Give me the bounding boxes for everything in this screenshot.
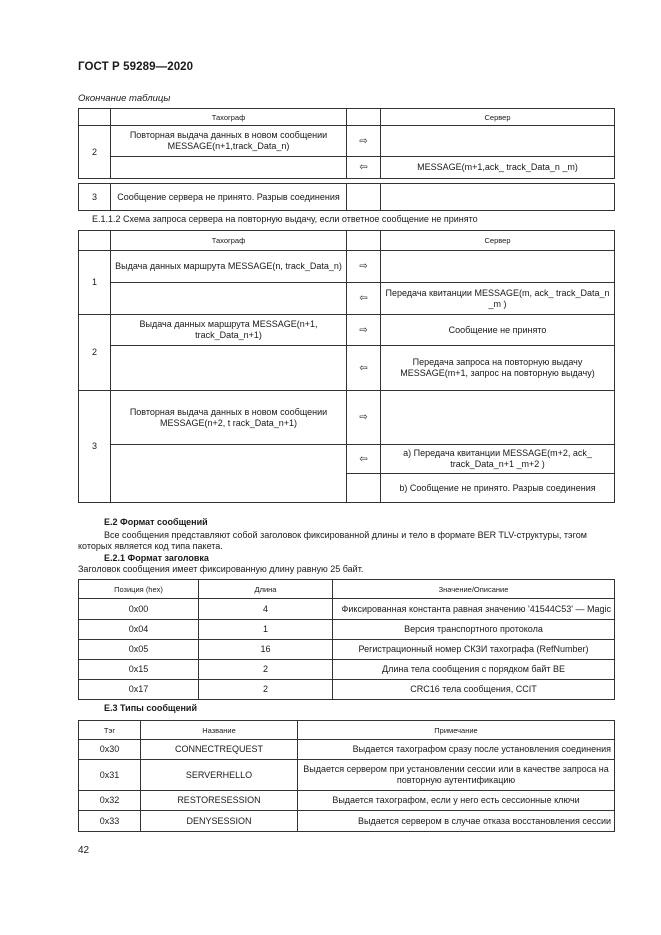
tag-cell: 0x31 [79,760,141,791]
table-row [79,251,615,283]
server-cell: Передача квитанции MESSAGE(m, ack_ track_Data_n _m ) [381,283,615,315]
table-row [79,315,615,346]
arrow-left-icon: ⇦ [347,157,381,179]
table-row [79,660,615,680]
note-cell: Выдается сервером при установлении сессии или в качестве запроса на повторную аутентификацию [298,760,615,791]
arrow-left-icon: ⇦ [347,346,381,391]
value-cell: Длина тела сообщения с порядком байт BE [333,660,615,680]
position-cell: 0x05 [79,640,199,660]
tag-cell: 0x33 [79,811,141,832]
server-cell: Передача запроса на повторную выдачу MESSAGE(m+1, запрос на повторную выдачу) [381,346,615,391]
table-row [79,791,615,811]
note-cell: Выдается тахографом, если у него есть сессионные ключи [298,791,615,811]
table-header-row [79,109,615,126]
length-cell: 2 [199,680,333,700]
note-cell: Выдается тахографом сразу после установления соединения [298,740,615,760]
page-number: 42 [78,845,90,856]
table-row [79,760,615,791]
row-number: 3 [79,184,111,211]
section-text: Заголовок сообщения имеет фиксированную длину равную 25 байт. [78,564,364,574]
message-types-table [78,720,615,832]
document-header: ГОСТ Р 59289—2020 [78,61,194,73]
tag-cell: 0x32 [79,791,141,811]
name-cell: SERVERHELLO [141,760,298,791]
row-number: 2 [79,126,111,179]
position-cell: 0x17 [79,680,199,700]
header-position: Позиция (hex) [79,580,199,599]
name-cell: RESTORESESSION [141,791,298,811]
tachograph-cell: Сообщение сервера не принято. Разрыв соединения [111,184,347,211]
position-cell: 0x15 [79,660,199,680]
row-number: 3 [79,391,111,503]
tachograph-cell: Повторная выдача данных в новом сообщении MESSAGE(n+2, t rack_Data_n+1) [111,391,347,445]
header-value: Значение/Описание [333,580,615,599]
table-row [79,445,615,474]
scheme-heading: E.1.1.2 Схема запроса сервера на повторную выдачу, если ответное сообщение не принято [92,214,478,224]
section-text: Все сообщения представляют собой заголовок фиксированной длины и тело в формате BER TLV-структуры, тэгом которых является код типа пакета. [78,530,587,551]
arrow-right-icon: ⇨ [347,251,381,283]
tag-cell: 0x30 [79,740,141,760]
table-row [79,346,615,391]
position-cell: 0x04 [79,620,199,640]
tachograph-cell: Повторная выдача данных в новом сообщении MESSAGE(n+1,track_Data_n) [111,126,347,157]
section-heading-e21: E.2.1 Формат заголовка [104,553,209,563]
table-row [79,620,615,640]
server-cell: MESSAGE(m+1,ack_ track_Data_n _m) [381,157,615,179]
server-cell: Сообщение не принято [381,315,615,346]
table-row [79,391,615,445]
arrow-left-icon: ⇦ [347,445,381,474]
arrow-right-icon: ⇨ [347,126,381,157]
section-heading-e3: E.3 Типы сообщений [104,703,197,713]
length-cell: 16 [199,640,333,660]
table-row [79,283,615,315]
table-header-row [79,721,615,740]
header-tachograph: Тахограф [111,231,347,251]
tachograph-cell: Выдача данных маршрута MESSAGE(n, track_Data_n) [111,251,347,283]
table-header-row [79,231,615,251]
note-cell: Выдается сервером в случае отказа восстановления сессии [298,811,615,832]
exchange-table-end [78,108,615,211]
table-row [79,740,615,760]
table-row [79,184,615,211]
value-cell: Фиксированная константа равная значению '41544C53' — Magic [333,599,615,620]
row-number: 2 [79,315,111,391]
section-heading-e2: E.2 Формат сообщений [104,517,208,527]
name-cell: DENYSESSION [141,811,298,832]
header-server: Сервер [381,231,615,251]
table-row [79,640,615,660]
table-caption: Окончание таблицы [78,93,171,104]
header-format-table [78,579,615,700]
header-note: Примечание [298,721,615,740]
header-name: Название [141,721,298,740]
table-row [79,126,615,157]
length-cell: 4 [199,599,333,620]
header-tachograph: Тахограф [111,109,347,126]
table-header-row [79,580,615,599]
arrow-right-icon: ⇨ [347,391,381,445]
length-cell: 2 [199,660,333,680]
value-cell: CRC16 тела сообщения, CCIT [333,680,615,700]
name-cell: CONNECTREQUEST [141,740,298,760]
table-row [79,680,615,700]
length-cell: 1 [199,620,333,640]
scheme-table [78,230,615,503]
value-cell: Регистрационный номер СКЗИ тахографа (RefNumber) [333,640,615,660]
arrow-left-icon: ⇦ [347,283,381,315]
table-row [79,157,615,179]
arrow-right-icon: ⇨ [347,315,381,346]
server-cell: а) Передача квитанции MESSAGE(m+2, ack_ track_Data_n+1 _m+2 ) [381,445,615,474]
server-cell: b) Сообщение не принято. Разрыв соединения [381,474,615,503]
position-cell: 0x00 [79,599,199,620]
table-row [79,811,615,832]
header-length: Длина [199,580,333,599]
header-tag: Тэг [79,721,141,740]
value-cell: Версия транспортного протокола [333,620,615,640]
row-number: 1 [79,251,111,315]
table-row [79,599,615,620]
tachograph-cell: Выдача данных маршрута MESSAGE(n+1, track_Data_n+1) [111,315,347,346]
header-server: Сервер [381,109,615,126]
